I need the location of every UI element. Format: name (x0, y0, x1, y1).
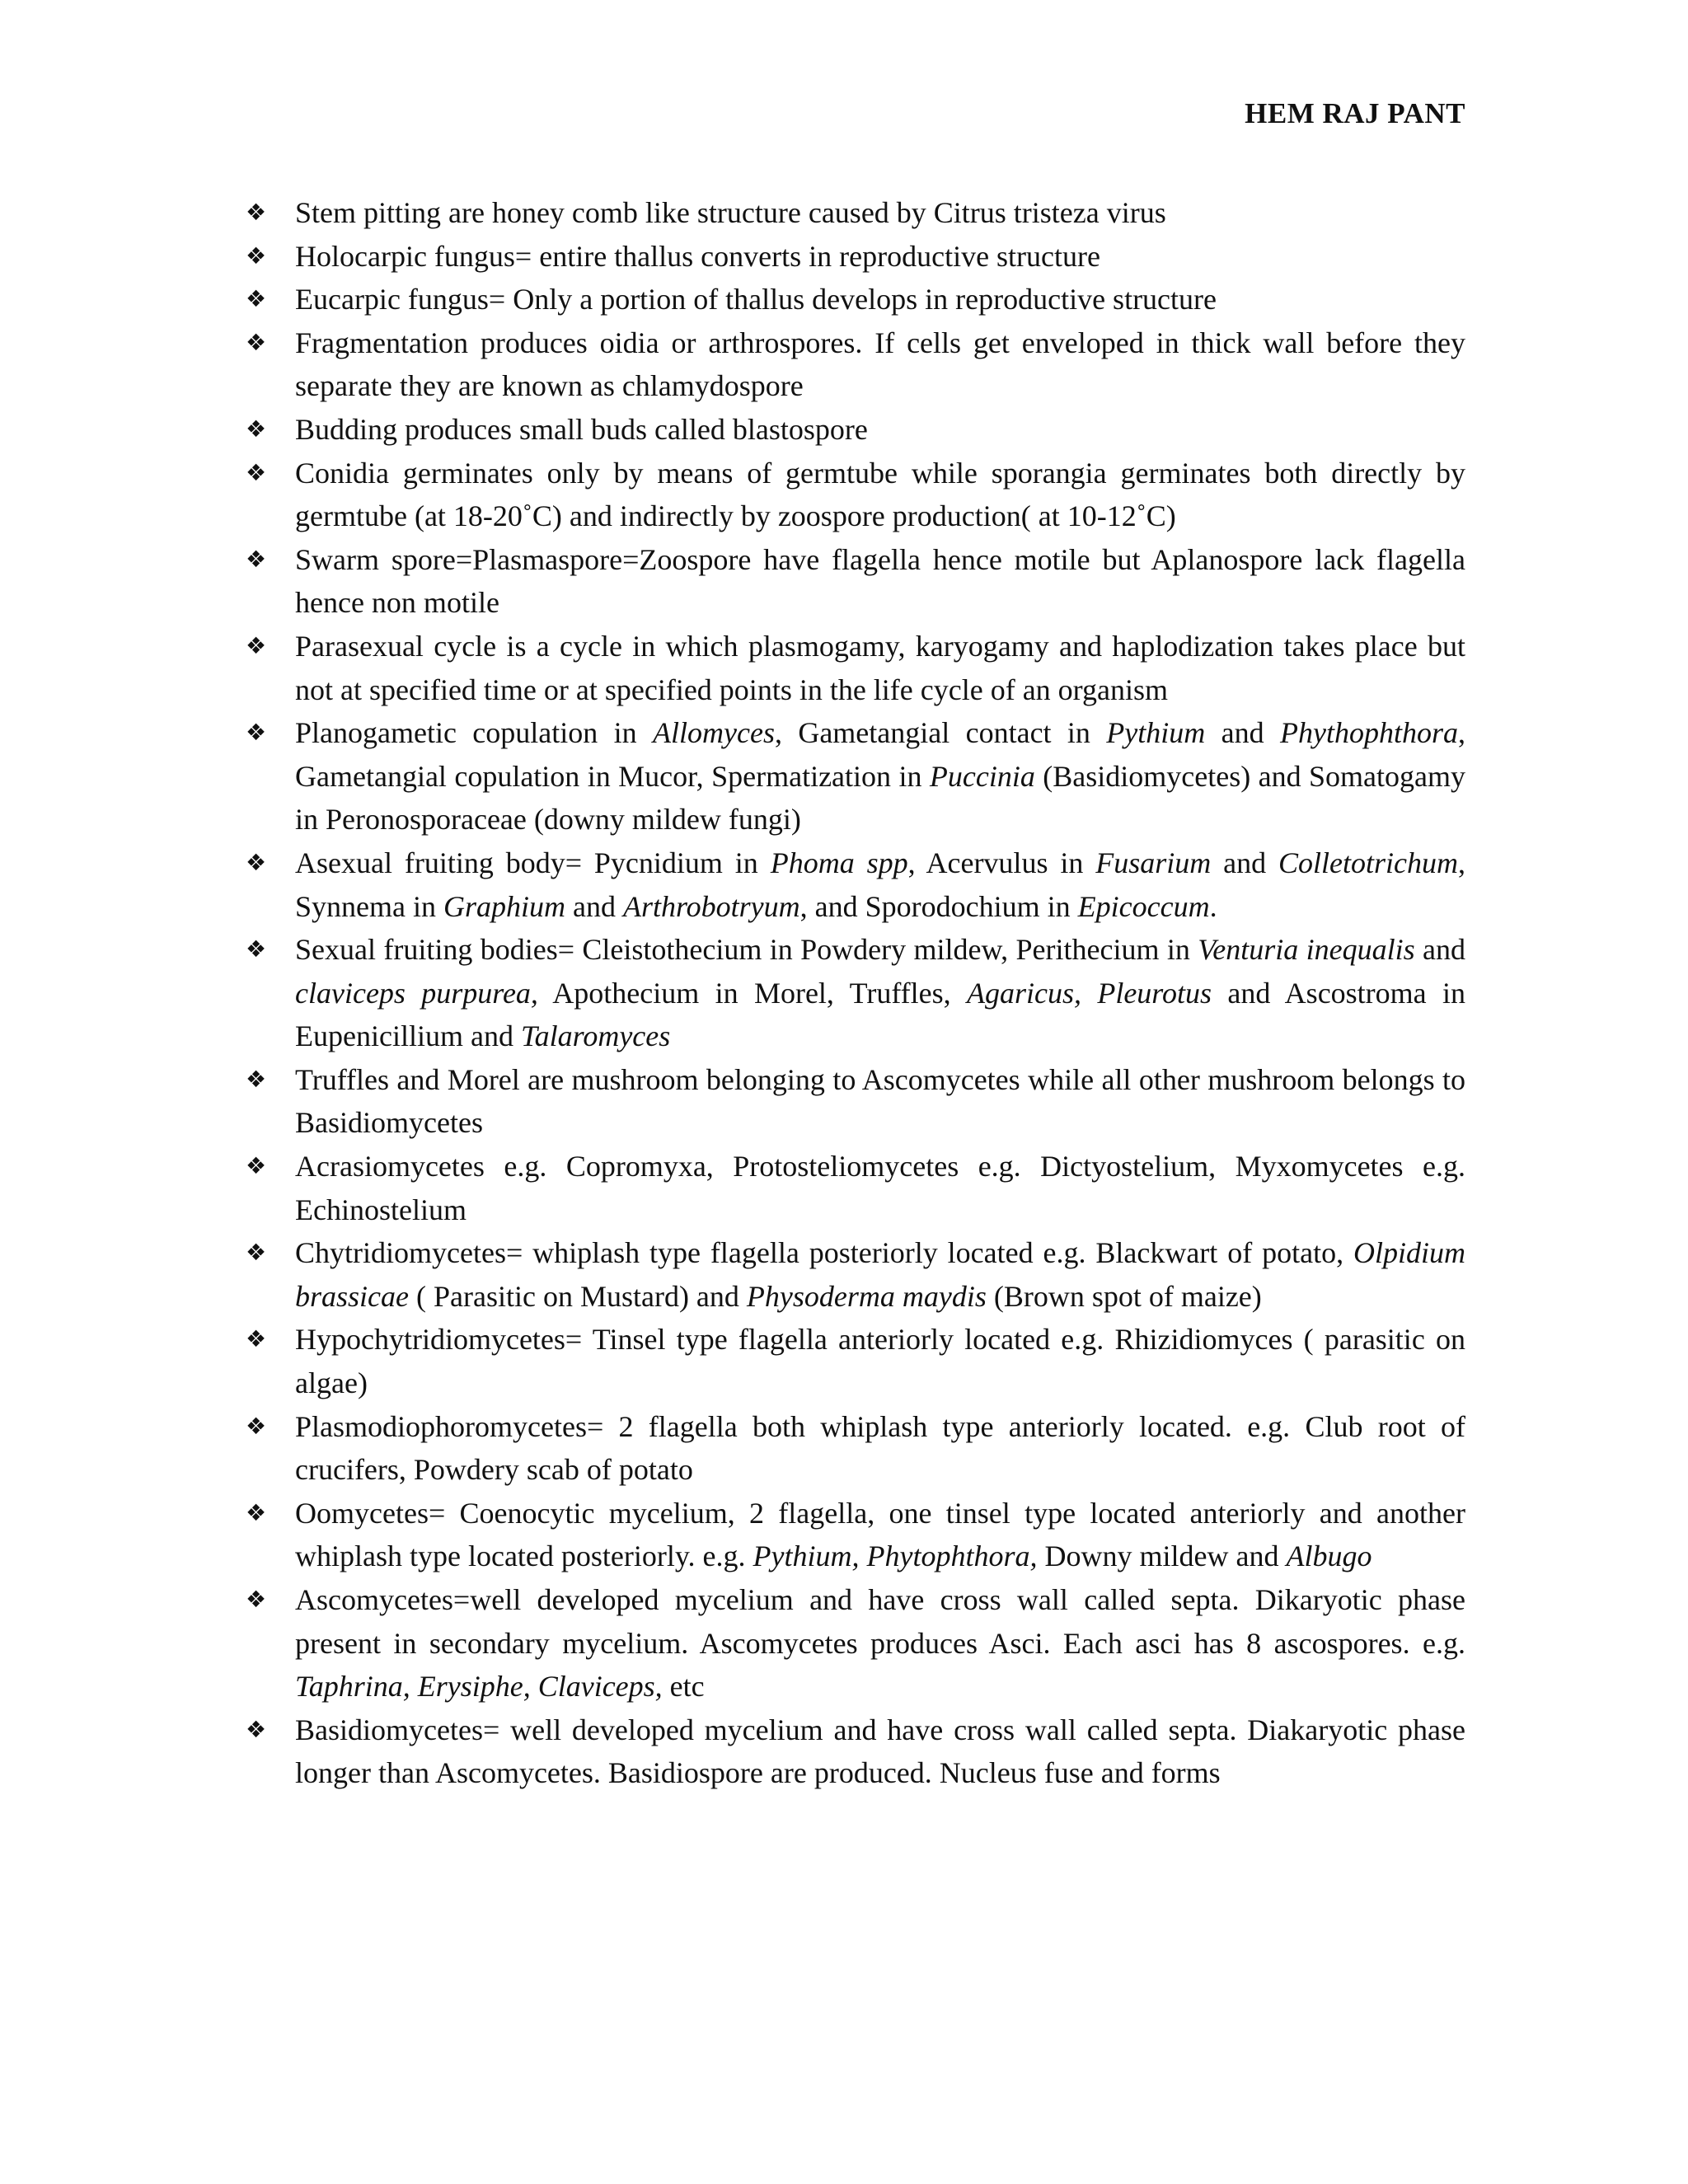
italic-term: Physoderma maydis (746, 1279, 987, 1313)
note-item (246, 452, 1465, 538)
text-run: , Synnema in (295, 846, 1466, 923)
note-text (295, 283, 1217, 316)
diamond-bullet-icon: ❖ (246, 1715, 267, 1743)
diamond-bullet-icon: ❖ (246, 935, 267, 963)
text-run: Sexual fruiting bodies= Cleistothecium in Powdery mildew, Perithecium in (295, 933, 1198, 967)
text-run: Planogametic copulation in (295, 716, 654, 750)
text-run: (Brown spot of maize) (986, 1279, 1262, 1313)
diamond-bullet-icon: ❖ (246, 1498, 267, 1526)
diamond-bullet-icon: ❖ (246, 1325, 267, 1353)
italic-term: Olpidium brassicae (295, 1236, 1465, 1313)
text-run: Acrasiomycetes e.g. Copromyxa, Protosteliomycetes e.g. Dictyostelium, Myxomycetes e.g. Echinostelium (295, 1150, 1465, 1226)
note-text (295, 1236, 1465, 1313)
text-run: , Gametangial contact in (774, 716, 1107, 750)
note-item (246, 191, 1465, 235)
note-item (246, 278, 1465, 321)
text-run: and (1414, 933, 1466, 967)
text-run: Parasexual cycle is a cycle in which plasmogamy, karyogamy and haplodization takes place but not at specified time or at specified points in the life cycle of an organism (295, 629, 1465, 706)
text-run: Plasmodiophoromycetes= 2 flagella both whiplash type anteriorly located. e.g. Club root of crucifers, Powdery scab of potato (295, 1409, 1465, 1487)
text-run: , Gametangial copulation in Mucor, Spermatization in (295, 716, 1465, 793)
diamond-bullet-icon: ❖ (246, 1152, 267, 1180)
text-run: , Acervulus in (907, 846, 1096, 879)
text-run: , and Sporodochium in (799, 889, 1078, 923)
italic-term: Graphium (443, 889, 565, 923)
note-text (295, 1713, 1465, 1790)
text-run: Chytridiomycetes= whiplash type flagella posteriorly located e.g. Blackwart of potato, (295, 1236, 1353, 1270)
note-item (246, 711, 1465, 841)
text-run: Basidiomycetes= well developed mycelium and have cross wall called septa. Diakaryotic phase longer than Ascomycetes. Basidiospore are produced. Nucleus fuse and forms (295, 1713, 1465, 1790)
text-run: and (1205, 716, 1280, 750)
text-run: and (565, 889, 623, 923)
note-text (295, 240, 1100, 273)
note-text (295, 933, 1465, 1052)
italic-term: Pythium, Phytophthora, (753, 1540, 1038, 1573)
italic-term: Pythium (1106, 716, 1206, 750)
diamond-bullet-icon: ❖ (246, 1239, 267, 1267)
italic-term: Fusarium (1095, 846, 1212, 879)
note-item (246, 1145, 1465, 1231)
italic-term: Phythophthora (1280, 716, 1458, 750)
text-run: . (1209, 889, 1217, 923)
text-run: Holocarpic fungus= entire thallus converts in reproductive structure (295, 239, 1100, 273)
note-text (295, 1063, 1465, 1140)
note-text (295, 1410, 1465, 1487)
note-text (295, 196, 1166, 229)
note-item (246, 1492, 1465, 1578)
text-run: Stem pitting are honey comb like structure caused by Citrus tristeza virus (295, 196, 1166, 229)
note-item (246, 321, 1465, 408)
diamond-bullet-icon: ❖ (246, 1065, 267, 1093)
note-item (246, 1318, 1465, 1404)
diamond-bullet-icon: ❖ (246, 1586, 267, 1613)
note-text (295, 630, 1465, 706)
notes-list (246, 191, 1465, 1795)
note-text (295, 413, 868, 446)
note-text (295, 846, 1465, 923)
diamond-bullet-icon: ❖ (246, 545, 267, 573)
text-run: Swarm spore=Plasmaspore=Zoospore have flagella hence motile but Aplanospore lack flagella hence non motile (295, 542, 1465, 620)
note-text (295, 1150, 1465, 1226)
italic-term: Colletotrichum (1278, 846, 1459, 879)
note-text (295, 716, 1465, 836)
text-run: Asexual fruiting body= Pycnidium in (295, 846, 771, 879)
italic-term: Allomyces (653, 716, 775, 750)
italic-term: Puccinia (929, 759, 1035, 793)
text-run: Budding produces small buds called blastospore (295, 412, 868, 446)
text-run: etc (662, 1670, 705, 1704)
note-text (295, 1583, 1465, 1703)
note-item (246, 1231, 1465, 1318)
text-run: ( Parasitic on Mustard) and (409, 1279, 747, 1313)
diamond-bullet-icon: ❖ (246, 848, 267, 876)
note-text (295, 543, 1465, 620)
note-item (246, 538, 1465, 625)
note-item (246, 841, 1465, 928)
diamond-bullet-icon: ❖ (246, 719, 267, 747)
note-item (246, 1405, 1465, 1492)
italic-term: Agaricus, Pleurotus (967, 976, 1212, 1010)
text-run: Eucarpic fungus= Only a portion of thallus develops in reproductive structure (295, 283, 1217, 316)
note-text (295, 1497, 1465, 1573)
text-run: Oomycetes= Coenocytic mycelium, 2 flagella, one tinsel type located anteriorly and another whiplash type located posteriorly. e.g. (295, 1496, 1465, 1573)
text-run: Fragmentation produces oidia or arthrospores. If cells get enveloped in thick wall before they separate they are known as chlamydospore (295, 326, 1465, 403)
note-text (295, 326, 1465, 403)
text-run: Ascomycetes=well developed mycelium and have cross wall called septa. Dikaryotic phase present in secondary mycelium. Ascomycetes produces Asci. Each asci has 8 ascospores. e.g. (295, 1583, 1465, 1660)
note-item (246, 928, 1465, 1058)
italic-term: Taphrina, Erysiphe, Claviceps, (295, 1670, 663, 1704)
note-text (295, 457, 1465, 533)
text-run: Conidia germinates only by means of germtube while sporangia germinates both directly by germtube (at 18-20˚C) and indirectly by zoospore production( at 10-12˚C) (295, 456, 1465, 533)
italic-term: claviceps purpurea, (295, 976, 538, 1010)
note-item (246, 625, 1465, 711)
text-run: Downy mildew and (1037, 1540, 1287, 1573)
italic-term: Arthrobotryum (622, 889, 800, 923)
note-item (246, 235, 1465, 279)
note-item (246, 1708, 1465, 1795)
text-run: and (1211, 846, 1279, 879)
author-header: HEM RAJ PANT (1245, 97, 1465, 129)
note-item (246, 1058, 1465, 1145)
diamond-bullet-icon: ❖ (246, 285, 267, 313)
italic-term: Epicoccum (1077, 889, 1210, 923)
note-text (295, 1323, 1465, 1399)
text-run: Truffles and Morel are mushroom belonging to Ascomycetes while all other mushroom belongs to Basidiomycetes (295, 1062, 1465, 1140)
italic-term: Phoma spp (770, 846, 908, 879)
note-item (246, 408, 1465, 452)
text-run: and Ascostroma in Eupenicillium and (295, 976, 1465, 1053)
text-run: Hypochytridiomycetes= Tinsel type flagella anteriorly located e.g. Rhizidiomyces ( parasitic on algae) (295, 1323, 1465, 1400)
italic-term: Venturia inequalis (1198, 933, 1415, 967)
note-item (246, 1578, 1465, 1708)
diamond-bullet-icon: ❖ (246, 1412, 267, 1440)
diamond-bullet-icon: ❖ (246, 241, 267, 269)
diamond-bullet-icon: ❖ (246, 199, 267, 226)
text-run: (Basidiomycetes) and Somatogamy in Peronosporaceae (downy mildew fungi) (295, 759, 1465, 837)
diamond-bullet-icon: ❖ (246, 631, 267, 659)
italic-term: Talaromyces (520, 1019, 671, 1053)
diamond-bullet-icon: ❖ (246, 328, 267, 356)
diamond-bullet-icon: ❖ (246, 458, 267, 486)
italic-term: Albugo (1286, 1540, 1372, 1573)
text-run: Apothecium in Morel, Truffles, (537, 976, 967, 1010)
diamond-bullet-icon: ❖ (246, 415, 267, 443)
